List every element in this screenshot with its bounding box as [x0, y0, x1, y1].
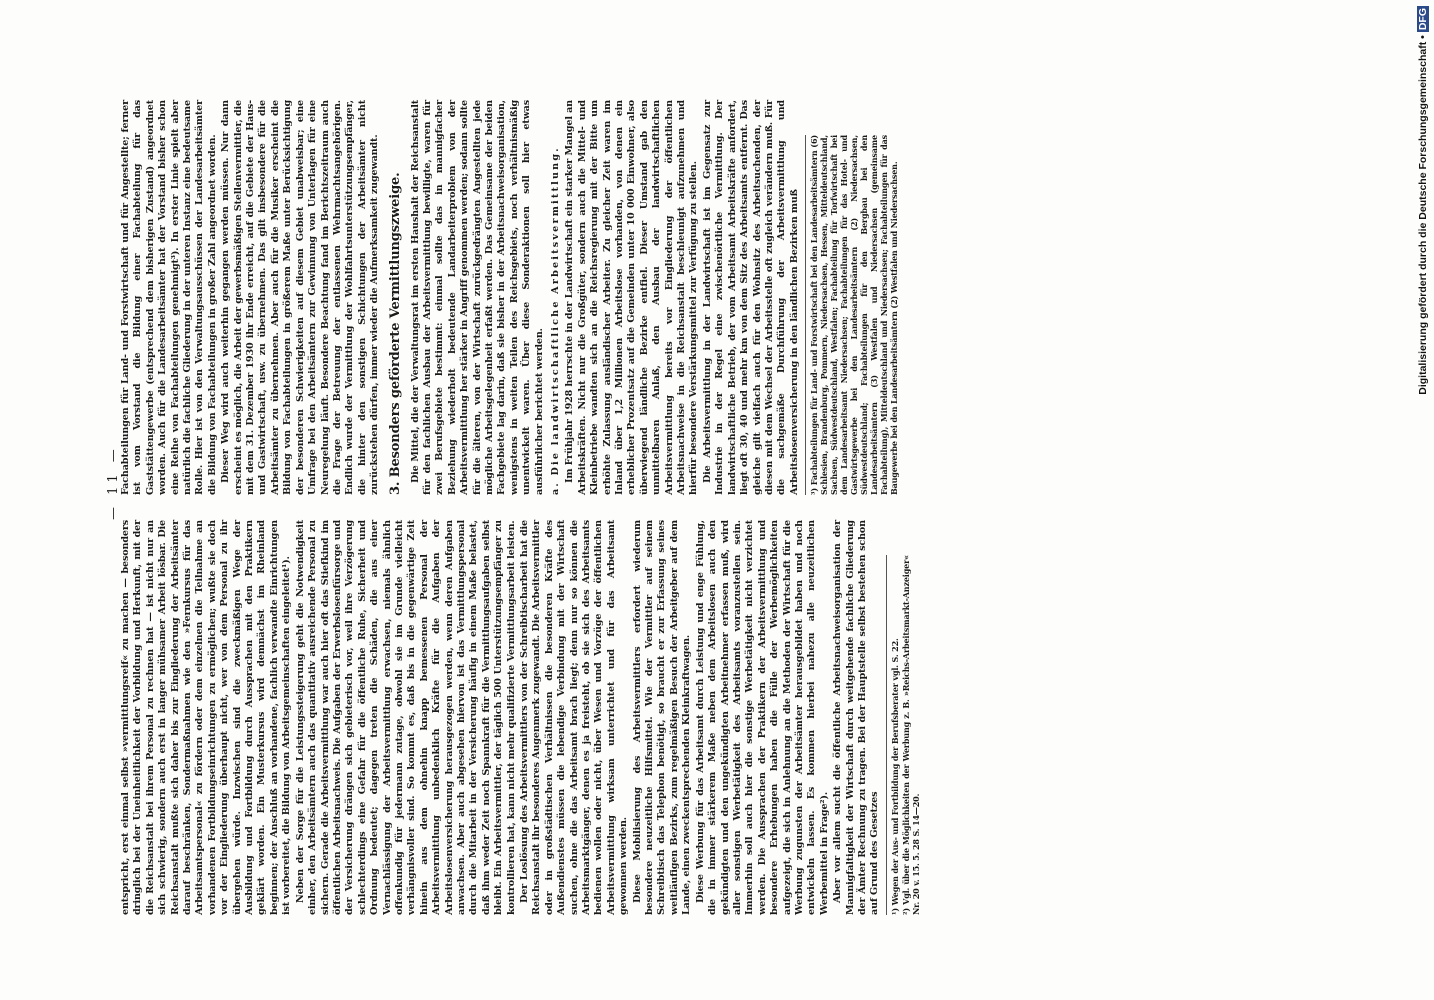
- rotated-text-area: [106, 75, 1290, 925]
- footnote: ³) Fachabteilungen für Land- und Forstwirtschaft bei den Landesarbeitsämtern (6) Schlesien, Brandenburg, Pommern, Niedersachsen, Hessen, Mitteldeutschland, Sachsen, Südwestdeutschland, Westfalen; Fachabteilung für Torfwirtschaft bei dem Landesarbeitsamt Niedersachsen; Fachabteilungen für das Hotel- und Gastwirtsgewerbe bei den Landesarbeitsämtern (2) Niedersachsen, Südwestdeutschland; Fachabteilungen für den Bergbau bei den Landesarbeitsämtern (3) Westfalen und Niedersachsen (gemeinsame Fachabteilung), Mitteldeutschland und Niedersachsen; Fachabteilungen für das Baugewerbe bei den Landesarbeitsämtern (2) Westfalen und Niedersachsen.: [809, 135, 900, 495]
- subheading: a. Die landwirtschaftliche Arbeitsvermittlung.: [550, 146, 561, 495]
- section-heading: 3. Besonders geförderte Vermittlungszweige.: [387, 172, 403, 495]
- left-column: [120, 520, 922, 915]
- paragraph: entspricht, erst einmal selbst »vermittlungsreif« zu machen — besonders dringlich bei der Uneinheitlichkeit der Vorbildung und Herkunft, mit der die Reichsanstalt bei ihrem Personal zu rechnen hat — ist nicht nur an sich schwierig, sondern auch erst in langer mühsamer Arbeit lösbar. Die Reichsanstalt mußte sich daher bis zur Eingliederung der Arbeitsämter darauf beschränken, Sondermaßnahmen wie den »Fernkursus für das Arbeitsamtspersonal« zu fördern oder dem einzelnen die Teilnahme an vorhandenen Fortbildungseinrichtungen zu ermöglichen; wußte sie doch vor der Eingliederung überhaupt nicht, wer von dem Personal zu ihr übergehen würde. Inzwischen sind die zweckmäßigen Wege der Ausbildung und Fortbildung durch Aussprachen mit den Praktikern geklärt worden. Ein Musterkursus wird demnächst im Rheinland beginnen; der Anschluß an vorhandene, fachlich verwandte Einrichtungen ist vorbereitet, die Bildung von Arbeitsgemeinschaften eingeleitet¹).: [120, 520, 293, 915]
- digitization-credit: [1416, 6, 1430, 700]
- dfg-logo: DFG: [1417, 8, 1429, 31]
- page-content: [106, 75, 1290, 925]
- page-number: — 11 —: [106, 445, 121, 520]
- paragraph: Diese Werbung für das Arbeitsamt durch Leistung und enge Fühlung, die in immer stärkerem Maße neben dem Arbeitslosen auch den gekündigten und den ungekündigten Arbeitnehmer erfassen muß, wird aller sonstigen Werbetätigkeit des Arbeitsamts voranzustellen sein. Immerhin soll auch hier die sonstige Werbetätigkeit nicht verzichtet werden. Die Aussprachen der Praktikern der Arbeitsvermittlung und besondere Erhebungen haben die Fülle der Werbemöglichkeiten aufgezeigt, die sich in Anlehnung an die Methoden der Wirtschaft für die Werbung zugunsten der Arbeitsämter herausgebildet haben und noch entwickeln lassen. Es kommen hierbei nahezu alle neuzeitlichen Werbemittel in Frage²).: [694, 520, 830, 915]
- paragraph: Neben der Sorge für die Leistungssteigerung geht die Notwendigkeit einher, den Arbeitsämtern auch das quantitativ ausreichende Personal zu sichern. Gerade die Arbeitsvermittlung war auch hier oft das Stiefkind im öffentlichen Arbeitsnachweis. Die Aufgaben der Erwerbslosenfürsorge und der Versicherung drängen sich gebieterisch vor, weil ihre Verzögerung schlechterdings eine Gefahr für die öffentliche Ruhe, Sicherheit und Ordnung bedeutet; dagegen treten die Schäden, die aus einer Vernachlässigung der Arbeitsvermittlung erwachsen, niemals ähnlich offenkundig für jedermann zutage, obwohl sie im Grunde vielleicht verhängnisvoller sind. So kommt es, daß bis in die gegenwärtige Zeit hinein aus dem ohnehin knapp bemessenen Personal der Arbeitsvermittlung unbedenklich Kräfte für die Aufgaben der Arbeitslosenversicherung herausgezogen werden, wenn deren Aufgaben anwachsen. Aber auch abgesehen hiervon ist das Vermittlungspersonal durch die Mitarbeit in der Versicherung häufig in einem Maße belastet, daß ihm weder Zeit noch Spannkraft für die Vermittlungsaufgaben selbst bleibt. Ein Arbeitsvermittler, der täglich 500 Unterstützungsempfänger zu kontrollieren hat, kann nicht mehr qualifizierte Vermittlungsarbeit leisten.: [294, 520, 517, 915]
- paragraph: Diese Mobilisierung des Arbeitsvermittlers erfordert wiederum besondere neuzeitliche Hilfsmittel. Wie der Vermittler auf seinem Schreibtisch das Telephon benötigt, so braucht er zur Erfassung seines weitläufigen Bezirks, zum regelmäßigen Besuch der Arbeitgeber auf dem Lande, einen zweckentsprechenden Kleinkraftwagen.: [631, 520, 693, 915]
- footnotes: [886, 555, 921, 915]
- footnote: ²) Vgl. über die Möglichkeiten der Werbung z. B. »Reichs-Arbeitsmarkt-Anzeiger« Nr. 20 v. 15. 5. 28 S. 14—20.: [900, 555, 921, 915]
- paragraph: Im Frühjahr 1928 herrschte in der Landwirtschaft ein starker Mangel an Arbeitskräften. Nicht nur die Großgüter, sondern auch die Mittel- und Kleinbetriebe wandten sich an die Reichsregierung mit der Bitte um erhöhte Zulassung ausländischer Arbeiter. Zu gleicher Zeit waren im Inland über 1,2 Millionen Arbeitslose vorhanden, von denen ein erheblicher Prozentsatz auf die Gemeinden unter 10 000 Einwohner, also überwiegend ländliche Bezirke entfiel. Dieser Umstand gab den unmittelbaren Anlaß, den Ausbau der landwirtschaftlichen Arbeitsvermittlung bereits vor Eingliederung der öffentlichen Arbeitsnachweise in die Reichsanstalt beschleunigt aufzunehmen und hierfür besondere Verstärkungsmittel zur Verfügung zu stellen.: [564, 100, 700, 495]
- footnote: ¹) Wegen der Aus- und Fortbildung der Berufsberater vgl. S. 22.: [889, 638, 900, 915]
- footnotes: [805, 135, 899, 495]
- paragraph: Die Arbeitsvermittlung in der Landwirtschaft ist im Gegensatz zur Industrie in der Regel eine zwischenörtliche Vermittlung. Der landwirtschaftliche Betrieb, der vom Arbeitsamt Arbeitskräfte anfordert, liegt oft 30, 40 und mehr km von dem Sitz des Arbeitsamts entfernt. Das gleiche gilt vielfach auch für den Wohnsitz des Arbeitsuchenden, der diesen mit dem Wechsel der Arbeitsstelle oft zugleich verändern muß. Für die sachgemäße Durchführung der Arbeitsvermittlung und Arbeitslosenversicherung in den ländlichen Bezirken muß: [701, 100, 800, 495]
- paragraph: Aber vor allem sucht die öffentliche Arbeitsnachweisorganisation der Mannigfaltigkeit der Wirtschaft durch weitgehende fachliche Gliederung der Ämter Rechnung zu tragen. Bei der Hauptstelle selbst bestehen schon auf Grund des Gesetzes: [832, 520, 881, 915]
- right-column: [120, 100, 900, 495]
- credit-text: Digitalisierung gefördert durch die Deutsche Forschungsgemeinschaft •: [1417, 35, 1429, 395]
- paragraph: Die Mittel, die der Verwaltungsrat im ersten Haushalt der Reichsanstalt für den fachlichen Ausbau der Arbeitsvermittlung bewilligte, waren für zwei Berufsgebiete bestimmt: einmal sollte das in mannigfacher Beziehung wiederholt bedeutende Landarbeiterproblem von der Arbeitsvermittlung her stärker in Angriff genommen werden; sodann sollte für die älteren, von der Wirtschaft zurückgedrängten Angestellten jede mögliche Arbeitsgelegenheit erfaßt werden. Das Gemeinsame der beiden Fachgebiete lag darin, daß sie bisher in der Arbeitsnachweisorganisation, wenigstens in weiten Teilen des Reichsgebiets, noch verhältnismäßig unentwickelt waren. Über diese Sonderaktionen soll hier etwas ausführlicher berichtet werden.: [409, 100, 545, 495]
- paragraph: Fachabteilungen für Land- und Forstwirtschaft und für Angestellte; ferner ist vom Vorstand die Bildung einer Fachabteilung für das Gaststättengewerbe (entsprechend dem bisherigen Zustand) angeordnet worden. Auch für die Landesarbeitsämter hat der Vorstand bisher schon eine Reihe von Fachabteilungen genehmigt³). In erster Linie spielt aber natürlich die fachliche Gliederung in der unteren Instanz eine bedeutsame Rolle. Hier ist von den Verwaltungsausschüssen der Landesarbeitsämter die Bildung von Fachabteilungen in großer Zahl angeordnet worden.: [120, 100, 218, 495]
- paragraph: Dieser Weg wird auch weiterhin gegangen werden müssen. Nur dann erscheint es möglich, die Arbeit der gewerbsmäßigen Stellenvermittler, die mit dem 31. Dezember 1930 ihr Ende erreicht, auf die Gebiete der Haus- und Gastwirtschaft, usw. zu übernehmen. Das gilt insbesondere für die Arbeitsämter zu übernehmen. Aber auch für die Musiker erscheint die Bildung von Fachabteilungen in größerem Maße unter Berücksichtigung der besonderen Schwierigkeiten auf diesem Gebiet unabweisbar; eine Umfrage bei den Arbeitsämtern zur Gewinnung von Unterlagen für eine Neuregelung läuft. Besondere Beachtung fand im Berichtszeitraum auch die Frage der Betreuung der entlassenen Wehrmachtsangehörigen. Endlich wurde der Vermittlung der Wohlfahrtsunterstützungsempfänger, die hinter den sonstigen Schichtungen der Arbeitsämter nicht zurückstehen dürfen, immer wieder die Aufmerksamkeit zugewandt.: [220, 100, 381, 495]
- paragraph: Der Loslösung des Arbeitsvermittlers von der Schreibtischarbeit hat die Reichsanstalt ihr besonderes Augenmerk zugewandt. Die Arbeitsvermittler oder in großstädtischen Verhältnissen die besonderen Kräfte des Außendienstes müssen die lebendige Verbindung mit der Wirtschaft suchen, ohne die das Arbeitsamt brach liegt; denn nur so können die Arbeitsmarktgänger, denen es ja freisteht, ob sie sich des Arbeitsamts bedienen wollen oder nicht, über Wesen und Vorzüge der öffentlichen Arbeitsvermittlung wirksam unterrichtet und für das Arbeitsamt gewonnen werden.: [519, 520, 630, 915]
